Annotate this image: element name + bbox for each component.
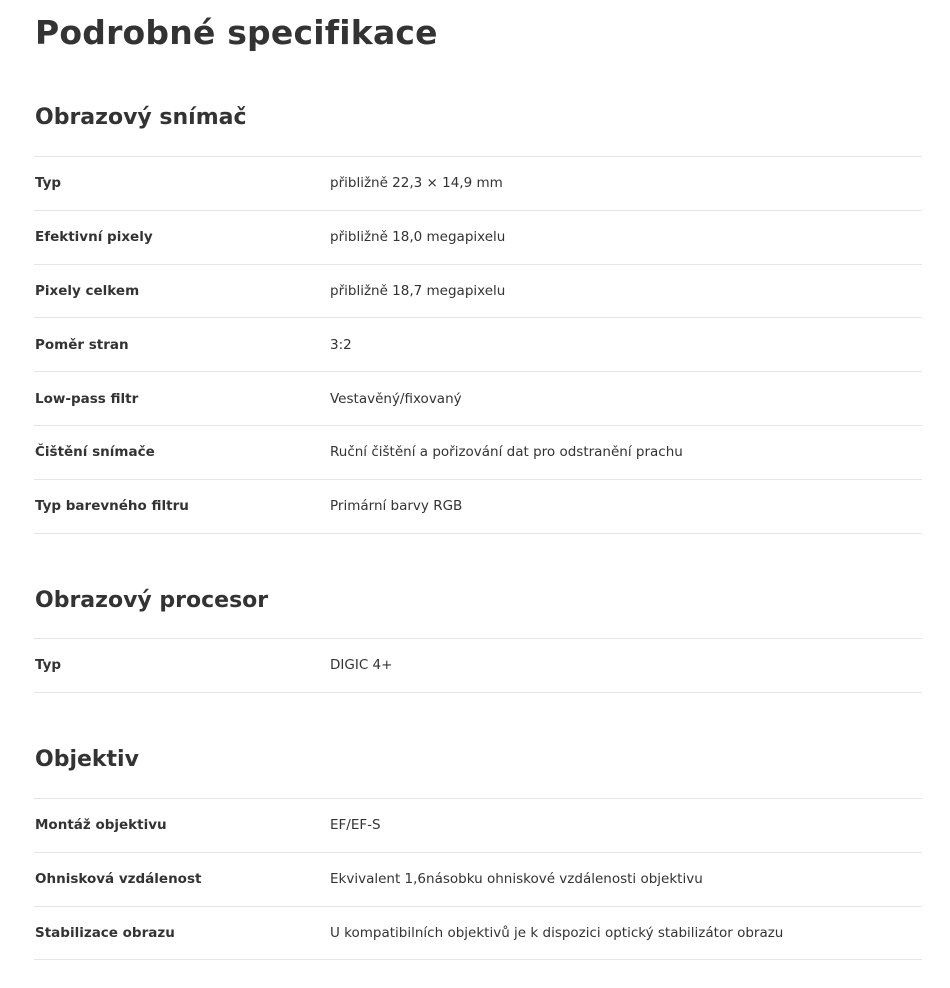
spec-row [34, 853, 922, 907]
section-lens [34, 745, 922, 941]
spec-value: přibližně 18,0 megapixelu [330, 229, 506, 246]
spec-value: EF/EF-S [330, 817, 381, 834]
spec-label: Efektivní pixely [35, 229, 153, 246]
section-heading: Obrazový procesor [35, 588, 269, 613]
section-heading: Obrazový snímač [35, 105, 247, 130]
spec-row [34, 318, 922, 372]
spec-row [34, 211, 922, 265]
spec-value: DIGIC 4+ [330, 657, 393, 674]
spec-value: Primární barvy RGB [330, 498, 463, 515]
spec-row [34, 372, 922, 426]
page-title: Podrobné specifikace [35, 13, 438, 52]
spec-value: U kompatibilních objektivů je k dispozici optický stabilizátor obrazu [330, 924, 784, 941]
spec-row [34, 426, 922, 480]
section-image-processor [34, 586, 922, 674]
section-heading: Objektiv [35, 747, 139, 772]
spec-row [34, 799, 922, 853]
spec-value: 3:2 [330, 336, 352, 353]
spec-label: Typ [35, 657, 62, 674]
spec-table [34, 638, 922, 693]
spec-label: Typ barevného filtru [35, 498, 189, 515]
spec-label: Typ [35, 175, 62, 192]
spec-label: Pixely celkem [35, 282, 140, 299]
spec-label: Low-pass filtr [35, 390, 139, 407]
spec-value: přibližně 18,7 megapixelu [330, 282, 506, 299]
spec-label: Stabilizace obrazu [35, 924, 175, 941]
spec-value: Ruční čištění a pořizování dat pro odstranění prachu [330, 444, 683, 461]
section-image-sensor [34, 103, 922, 515]
spec-row [34, 265, 922, 319]
spec-label: Čištění snímače [35, 444, 155, 461]
spec-value: Vestavěný/fixovaný [330, 390, 462, 407]
spec-label: Poměr stran [35, 336, 129, 353]
spec-value: přibližně 22,3 × 14,9 mm [330, 175, 503, 192]
spec-row [34, 639, 922, 693]
spec-label: Montáž objektivu [35, 817, 167, 834]
spec-row [34, 157, 922, 211]
spec-table [34, 798, 922, 960]
spec-table [34, 156, 922, 534]
spec-label: Ohnisková vzdálenost [35, 871, 202, 888]
spec-value: Ekvivalent 1,6násobku ohniskové vzdálenosti objektivu [330, 871, 703, 888]
spec-row [34, 480, 922, 534]
spec-row [34, 907, 922, 961]
